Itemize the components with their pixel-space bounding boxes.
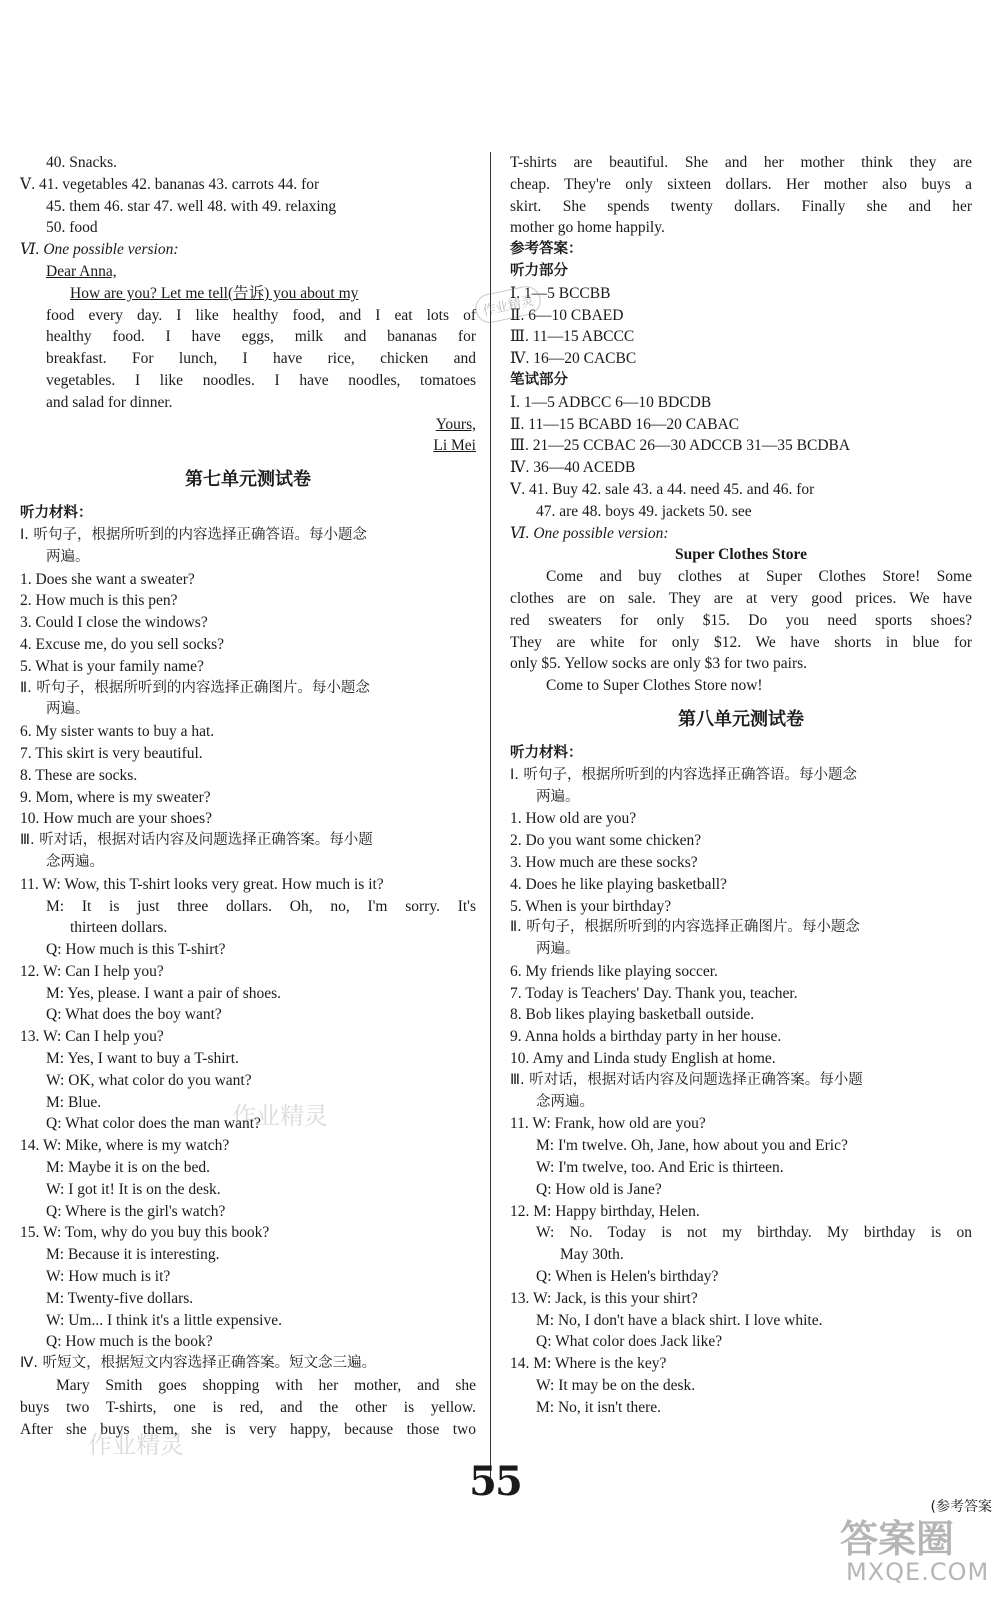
text-line: 7. Today is Teachers' Day. Thank you, teacher. — [510, 984, 798, 1002]
text-line: 50. food — [46, 219, 98, 237]
text-line: 6. My friends like playing soccer. — [510, 962, 718, 980]
text-line: 13. W: Jack, is this your shirt? — [510, 1289, 698, 1307]
text-line: food every day. I like healthy food, and I eat lots of — [46, 306, 476, 324]
text-line: Come to Super Clothes Store now! — [546, 677, 763, 695]
text-line: Ⅲ. 听对话，根据对话内容及问题选择正确答案。每小题 — [20, 832, 373, 849]
text-line: Q: What color does the man want? — [46, 1115, 261, 1133]
footer-note: (参考答案 — [930, 1499, 992, 1515]
text-line: Ⅲ. 21—25 CCBAC 26—30 ADCCB 31—35 BCDBA — [510, 437, 851, 455]
text-line: Ⅱ. 6—10 CBAED — [510, 306, 624, 324]
text-line: red sweaters for only $15. Do you need sports shoes? — [510, 611, 972, 629]
text-line: Ⅰ. 1—5 ADBCC 6—10 BDCDB — [510, 393, 712, 411]
text-line: Ⅵ. One possible version: — [510, 524, 669, 542]
text-line: healthy food. I have eggs, milk and bananas for — [46, 328, 476, 346]
text-line: M: Yes, I want to buy a T-shirt. — [46, 1050, 239, 1068]
text-line: Ⅴ. 41. vegetables 42. bananas 43. carrots 44. for — [20, 175, 320, 193]
text-line: 笔试部分 — [510, 371, 568, 388]
text-line: M: Maybe it is on the bed. — [46, 1159, 211, 1177]
text-line: 3. Could I close the windows? — [20, 614, 208, 632]
text-line: 10. Amy and Linda study English at home. — [510, 1050, 776, 1068]
text-line: 1. How old are you? — [510, 810, 637, 828]
text-line: M: No, I don't have a black shirt. I love white. — [536, 1311, 823, 1329]
text-line: 2. Do you want some chicken? — [510, 832, 702, 850]
text-line: 11. W: Wow, this T-shirt looks very great. How much is it? — [20, 875, 384, 893]
text-line: M: Yes, please. I want a pair of shoes. — [46, 984, 282, 1002]
column-divider — [490, 152, 491, 1482]
right-column — [510, 152, 972, 1419]
text-line: 6. My sister wants to buy a hat. — [20, 723, 215, 741]
text-line: 40. Snacks. — [46, 154, 118, 171]
section-title: 第八单元测试卷 — [678, 708, 804, 730]
text-line: breakfast. For lunch, I have rice, chicken and — [46, 350, 476, 368]
text-line: 9. Mom, where is my sweater? — [20, 788, 211, 806]
text-line: W: It may be on the desk. — [536, 1377, 696, 1395]
text-line: Yours, — [435, 415, 476, 433]
text-line: 7. This skirt is very beautiful. — [20, 744, 203, 762]
text-line: Q: What does the boy want? — [46, 1006, 222, 1024]
text-line: 1. Does she want a sweater? — [20, 570, 195, 588]
text-line: 念两遍。 — [536, 1093, 594, 1110]
text-line: 两遍。 — [46, 548, 90, 565]
text-line: Q: How much is the book? — [46, 1333, 213, 1351]
text-line: Ⅱ. 听句子，根据所听到的内容选择正确图片。每小题念 — [510, 919, 860, 936]
text-line: Ⅲ. 听对话，根据对话内容及问题选择正确答案。每小题 — [510, 1071, 863, 1088]
text-line: Q: When is Helen's birthday? — [536, 1268, 719, 1286]
text-line: Q: What color does Jack like? — [536, 1333, 723, 1351]
text-line: thirteen dollars. — [70, 919, 168, 937]
text-line: 10. How much are your shoes? — [20, 810, 212, 828]
text-line: Dear Anna, — [46, 262, 117, 280]
text-line: 8. These are socks. — [20, 766, 138, 784]
text-line: skirt. She spends twenty dollars. Finally she and her — [510, 197, 972, 215]
text-line: Q: Where is the girl's watch? — [46, 1202, 226, 1220]
text-line: 11. W: Frank, how old are you? — [510, 1115, 706, 1133]
text-line: 45. them 46. star 47. well 48. with 49. relaxing — [46, 197, 337, 215]
text-line: 14. M: Where is the key? — [510, 1355, 667, 1373]
page-number: 55 — [469, 1458, 521, 1505]
text-line: 听力部分 — [510, 262, 568, 279]
text-line: mother go home happily. — [510, 219, 665, 237]
text-line: M: I'm twelve. Oh, Jane, how about you and Eric? — [536, 1137, 848, 1155]
text-line: W: I got it! It is on the desk. — [46, 1180, 221, 1198]
text-line: 2. How much is this pen? — [20, 592, 178, 610]
text-line: M: Blue. — [46, 1093, 102, 1111]
text-line: After she buys them, she is very happy, because those two — [20, 1420, 476, 1438]
text-line: W: I'm twelve, too. And Eric is thirteen. — [536, 1159, 784, 1177]
text-line: Ⅲ. 11—15 ABCCC — [510, 328, 635, 346]
text-line: Ⅰ. 听句子，根据所听到的内容选择正确答语。每小题念 — [20, 526, 367, 543]
text-line: M: No, it isn't there. — [536, 1398, 662, 1416]
text-line: 听力材料： — [20, 505, 93, 522]
text-line: W: How much is it? — [46, 1268, 171, 1286]
text-line: buys two T-shirts, one is red, and the other is yellow. — [20, 1398, 476, 1416]
text-line: May 30th. — [560, 1246, 624, 1264]
text-line: W: Um... I think it's a little expensive. — [46, 1311, 282, 1329]
text-line: 听力材料： — [510, 744, 583, 761]
text-line: Ⅱ. 听句子，根据所听到的内容选择正确图片。每小题念 — [20, 679, 370, 696]
section-title: 第七单元测试卷 — [185, 469, 311, 491]
stamp-watermark: 作业精灵 — [473, 283, 544, 325]
text-line: M: It is just three dollars. Oh, no, I'm sorry. It's — [46, 897, 476, 915]
text-line: 13. W: Can I help you? — [20, 1028, 164, 1046]
text-line: Ⅴ. 41. Buy 42. sale 43. a 44. need 45. and 46. for — [510, 480, 815, 498]
body-watermark: 作业精灵 — [232, 1102, 328, 1130]
text-line: 参考答案： — [510, 241, 583, 258]
text-line: and salad for dinner. — [46, 393, 173, 411]
text-line: Super Clothes Store — [674, 546, 808, 564]
text-line: Ⅱ. 11—15 BCABD 16—20 CABAC — [510, 415, 740, 433]
text-line: Ⅳ. 听短文，根据短文内容选择正确答案。短文念三遍。 — [20, 1355, 377, 1372]
logo-url: MXQE.COM — [846, 1558, 990, 1586]
text-line: 15. W: Tom, why do you buy this book? — [20, 1224, 270, 1242]
text-line: Mary Smith goes shopping with her mother, and she — [56, 1377, 476, 1395]
text-line: Ⅵ. One possible version: — [20, 241, 179, 259]
logo-title: 答案圈 — [840, 1517, 955, 1561]
text-line: M: Twenty-five dollars. — [46, 1289, 194, 1307]
text-line: 两遍。 — [46, 701, 90, 718]
text-line: 两遍。 — [536, 788, 580, 805]
text-line: Ⅰ. 听句子，根据所听到的内容选择正确答语。每小题念 — [510, 766, 857, 783]
text-line: 3. How much are these socks? — [510, 853, 698, 871]
text-line: Li Mei — [433, 437, 476, 455]
text-line: 念两遍。 — [46, 853, 104, 870]
text-line: 14. W: Mike, where is my watch? — [20, 1137, 230, 1155]
text-line: Ⅰ. 1—5 BCCBB — [510, 284, 611, 302]
text-line: only $5. Yellow socks are only $3 for two pairs. — [510, 655, 808, 673]
text-line: M: Because it is interesting. — [46, 1246, 220, 1264]
bottom-watermark: 作业精灵 — [88, 1431, 184, 1459]
left-column — [20, 152, 476, 1440]
text-line: 8. Bob likes playing basketball outside. — [510, 1006, 755, 1024]
text-line: T-shirts are beautiful. She and her mother think they are — [510, 154, 972, 171]
text-line: Q: How much is this T-shirt? — [46, 941, 226, 959]
text-line: Q: How old is Jane? — [536, 1180, 662, 1198]
text-line: 4. Excuse me, do you sell socks? — [20, 635, 225, 653]
text-line: cheap. They're only sixteen dollars. Her mother also buys a — [510, 175, 972, 193]
text-line: How are you? Let me tell(告诉) you about my — [70, 284, 359, 302]
text-line: 9. Anna holds a birthday party in her house. — [510, 1028, 782, 1046]
text-line: Ⅳ. 36—40 ACEDB — [510, 459, 636, 477]
text-line: 5. What is your family name? — [20, 657, 204, 675]
text-line: vegetables. I like noodles. I have noodles, tomatoes — [46, 371, 476, 389]
text-line: Come and buy clothes at Super Clothes Store! Some — [546, 568, 972, 586]
text-line: 12. W: Can I help you? — [20, 962, 164, 980]
text-line: 4. Does he like playing basketball? — [510, 875, 727, 893]
text-line: 5. When is your birthday? — [510, 897, 672, 915]
text-line: 47. are 48. boys 49. jackets 50. see — [536, 502, 752, 520]
text-line: 12. M: Happy birthday, Helen. — [510, 1202, 700, 1220]
text-line: Ⅳ. 16—20 CACBC — [510, 350, 637, 368]
text-line: W: OK, what color do you want? — [46, 1071, 252, 1089]
text-line: They are white for only $12. We have shorts in blue for — [510, 633, 972, 651]
site-logo — [830, 1508, 990, 1588]
text-line: 两遍。 — [536, 941, 580, 958]
text-line: W: No. Today is not my birthday. My birthday is on — [536, 1224, 972, 1242]
text-line: clothes are on sale. They are at very good prices. We have — [510, 589, 972, 607]
